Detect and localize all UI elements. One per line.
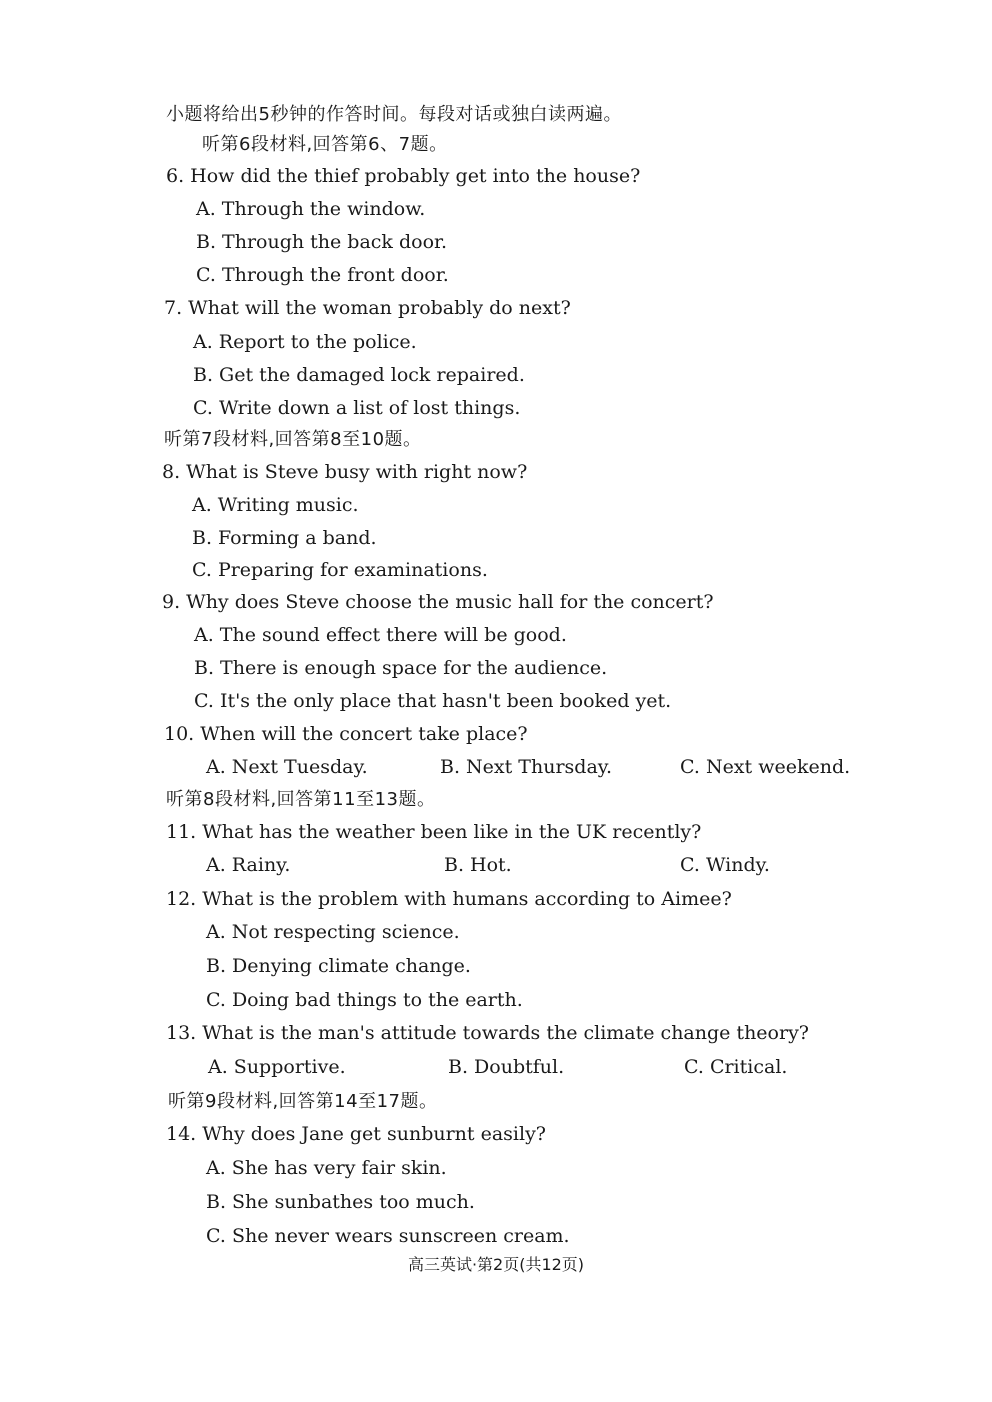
question-9-stem: 9. Why does Steve choose the music hall for the concert? bbox=[162, 591, 714, 613]
question-8-option-a: A. Writing music. bbox=[192, 494, 359, 516]
question-7-stem: 7. What will the woman probably do next? bbox=[164, 297, 571, 319]
question-7-option-c: C. Write down a list of lost things. bbox=[193, 397, 521, 419]
question-12-stem: 12. What is the problem with humans according to Aimee? bbox=[166, 888, 732, 910]
question-10-option-b: B. Next Thursday. bbox=[440, 756, 613, 778]
question-10-option-c: C. Next weekend. bbox=[680, 756, 851, 778]
question-9-option-a: A. The sound effect there will be good. bbox=[194, 624, 567, 646]
question-12-option-b: B. Denying climate change. bbox=[206, 955, 471, 977]
question-8-option-b: B. Forming a band. bbox=[192, 527, 377, 549]
question-13-option-c: C. Critical. bbox=[684, 1056, 788, 1078]
question-6-option-b: B. Through the back door. bbox=[196, 231, 448, 253]
question-11-option-b: B. Hot. bbox=[444, 854, 512, 876]
question-6-option-a: A. Through the window. bbox=[196, 198, 426, 220]
question-13-stem: 13. What is the man's attitude towards the climate change theory? bbox=[166, 1022, 809, 1044]
question-13-option-b: B. Doubtful. bbox=[448, 1056, 565, 1078]
page-footer: 高三英试·第2页(共12页) bbox=[407, 1255, 585, 1274]
question-7-option-b: B. Get the damaged lock repaired. bbox=[193, 364, 525, 386]
question-14-option-c: C. She never wears sunscreen cream. bbox=[206, 1225, 570, 1247]
question-6-option-c: C. Through the front door. bbox=[196, 264, 449, 286]
question-6-stem: 6. How did the thief probably get into the house? bbox=[166, 165, 641, 187]
question-12-option-c: C. Doing bad things to the earth. bbox=[206, 989, 523, 1011]
section-heading-9: 听第9段材料,回答第14至17题。 bbox=[168, 1091, 438, 1112]
question-7-option-a: A. Report to the police. bbox=[193, 331, 417, 353]
question-9-option-c: C. It's the only place that hasn't been booked yet. bbox=[194, 690, 672, 712]
question-10-stem: 10. When will the concert take place? bbox=[164, 723, 528, 745]
section-heading-8: 听第8段材料,回答第11至13题。 bbox=[166, 789, 436, 810]
question-8-option-c: C. Preparing for examinations. bbox=[192, 559, 488, 581]
section-heading-6: 听第6段材料,回答第6、7题。 bbox=[202, 134, 448, 155]
question-13-option-a: A. Supportive. bbox=[208, 1056, 346, 1078]
question-11-option-c: C. Windy. bbox=[680, 854, 770, 876]
question-8-stem: 8. What is Steve busy with right now? bbox=[162, 461, 528, 483]
question-14-stem: 14. Why does Jane get sunburnt easily? bbox=[166, 1123, 546, 1145]
question-11-stem: 11. What has the weather been like in the UK recently? bbox=[166, 821, 702, 843]
question-14-option-a: A. She has very fair skin. bbox=[206, 1157, 447, 1179]
section-heading-7: 听第7段材料,回答第8至10题。 bbox=[164, 429, 422, 450]
question-12-option-a: A. Not respecting science. bbox=[206, 921, 460, 943]
question-11-option-a: A. Rainy. bbox=[206, 854, 291, 876]
question-10-option-a: A. Next Tuesday. bbox=[206, 756, 368, 778]
instruction-line: 小题将给出5秒钟的作答时间。每段对话或独白读两遍。 bbox=[166, 104, 622, 125]
question-9-option-b: B. There is enough space for the audience. bbox=[194, 657, 608, 679]
question-14-option-b: B. She sunbathes too much. bbox=[206, 1191, 475, 1213]
